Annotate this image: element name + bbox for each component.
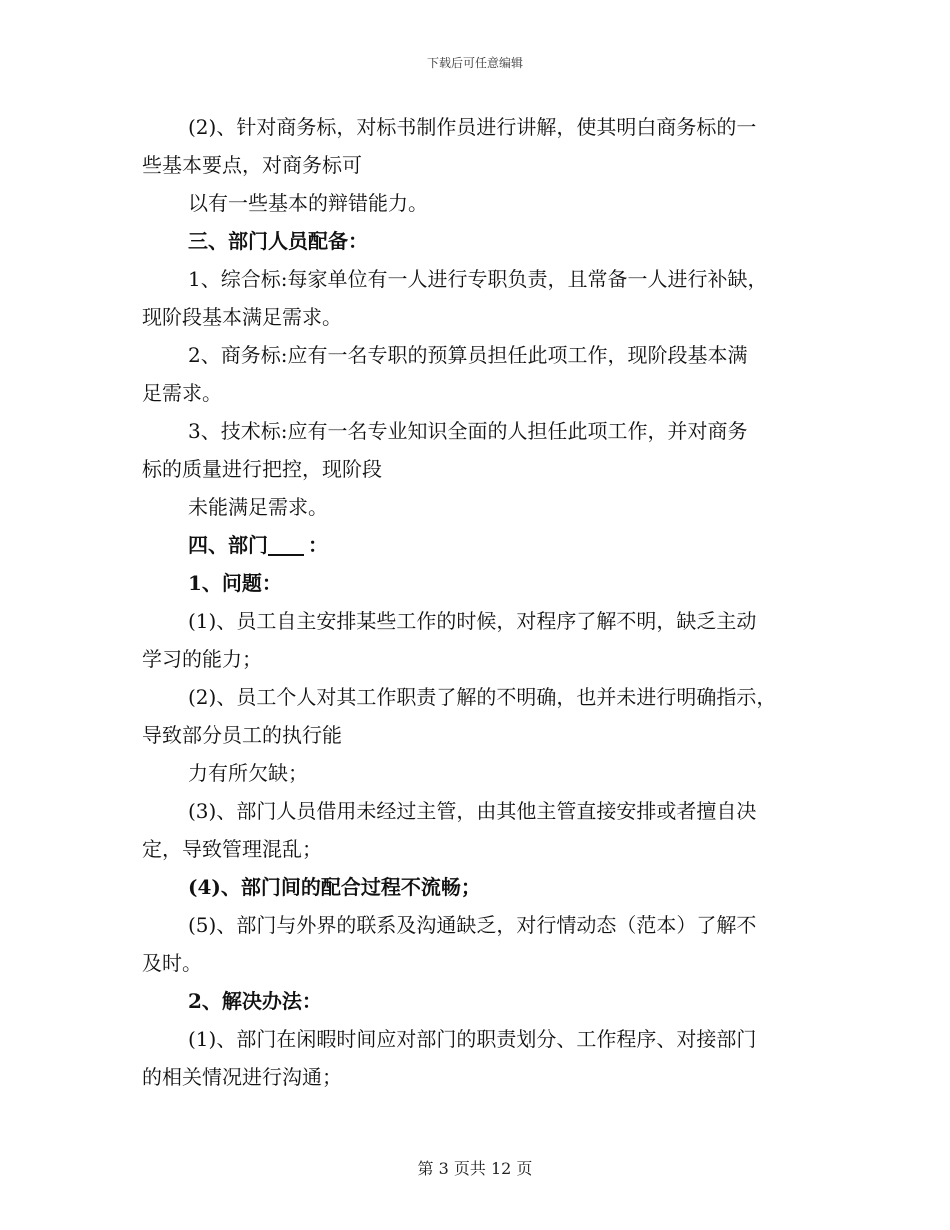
paragraph-line [142, 640, 822, 678]
paragraph-text: 的相关情况进行沟通； [142, 1065, 342, 1089]
paragraph-text: 现阶段基本满足需求。 [142, 305, 342, 329]
paragraph-line [142, 906, 822, 944]
paragraph-text: (3)、部门人员借用未经过主管，由其他主管直接安排或者擅自决 [188, 799, 757, 823]
paragraph-line [142, 526, 822, 564]
paragraph-text: 四、部门 [188, 533, 268, 557]
paragraph-line [142, 982, 822, 1020]
paragraph-text: 学习的能力； [142, 647, 262, 671]
paragraph-line [142, 298, 822, 336]
paragraph-text: 定，导致管理混乱； [142, 837, 322, 861]
paragraph-line [142, 1020, 822, 1058]
paragraph-line [142, 374, 822, 412]
page-footer: 第 3 页共 12 页 [417, 1159, 533, 1178]
paragraph-line [142, 868, 822, 906]
paragraph-line [142, 1058, 822, 1096]
paragraph-line [142, 564, 822, 602]
paragraph-text: 些基本要点，对商务标可 [142, 153, 362, 177]
paragraph-line [142, 336, 822, 374]
paragraph-line [142, 260, 822, 298]
paragraph-line [142, 412, 822, 450]
paragraph-text: 1、综合标:每家单位有一人进行专职负责，且常备一人进行补缺， [188, 267, 768, 291]
paragraph-text: (1)、部门在闲暇时间应对部门的职责划分、工作程序、对接部门 [188, 1027, 757, 1051]
paragraph-line [142, 488, 822, 526]
paragraph-line [142, 222, 822, 260]
paragraph-text: 三、部门人员配备： [188, 229, 368, 253]
paragraph-line [142, 108, 822, 146]
paragraph-line [142, 146, 822, 184]
paragraph-line [142, 678, 822, 716]
paragraph-text: 及时。 [142, 951, 202, 975]
paragraph-text: 3、技术标:应有一名专业知识全面的人担任此项工作，并对商务 [188, 419, 748, 443]
paragraph-text: (4)、部门间的配合过程不流畅； [188, 875, 481, 899]
paragraph-text: 2、商务标:应有一名专职的预算员担任此项工作，现阶段基本满 [188, 343, 748, 367]
paragraph-line [142, 754, 822, 792]
paragraph-text: (5)、部门与外界的联系及沟通缺乏，对行情动态（范本）了解不 [188, 913, 757, 937]
paragraph-line [142, 602, 822, 640]
paragraph-line [142, 450, 822, 488]
paragraph-text: 2、解决办法： [188, 989, 322, 1013]
paragraph-text: 力有所欠缺； [188, 761, 308, 785]
paragraph-text: (1)、员工自主安排某些工作的时候，对程序了解不明，缺乏主动 [188, 609, 757, 633]
fill-in-blank [268, 534, 304, 556]
paragraph-line [142, 716, 822, 754]
paragraph-text: 足需求。 [142, 381, 222, 405]
paragraph-text: 未能满足需求。 [188, 495, 328, 519]
document-body [142, 108, 822, 1096]
paragraph-text: (2)、员工个人对其工作职责了解的不明确，也并未进行明确指示， [188, 685, 777, 709]
paragraph-line [142, 792, 822, 830]
paragraph-text: 以有一些基本的辩错能力。 [188, 191, 428, 215]
paragraph-text: 1、问题： [188, 571, 282, 595]
paragraph-text: 导致部分员工的执行能 [142, 723, 342, 747]
paragraph-line [142, 184, 822, 222]
paragraph-line [142, 944, 822, 982]
paragraph-suffix: ： [308, 533, 328, 557]
paragraph-line [142, 830, 822, 868]
page-header: 下载后可任意编辑 [426, 56, 523, 70]
paragraph-text: 标的质量进行把控，现阶段 [142, 457, 382, 481]
paragraph-text: (2)、针对商务标，对标书制作员进行讲解，使其明白商务标的一 [188, 115, 757, 139]
